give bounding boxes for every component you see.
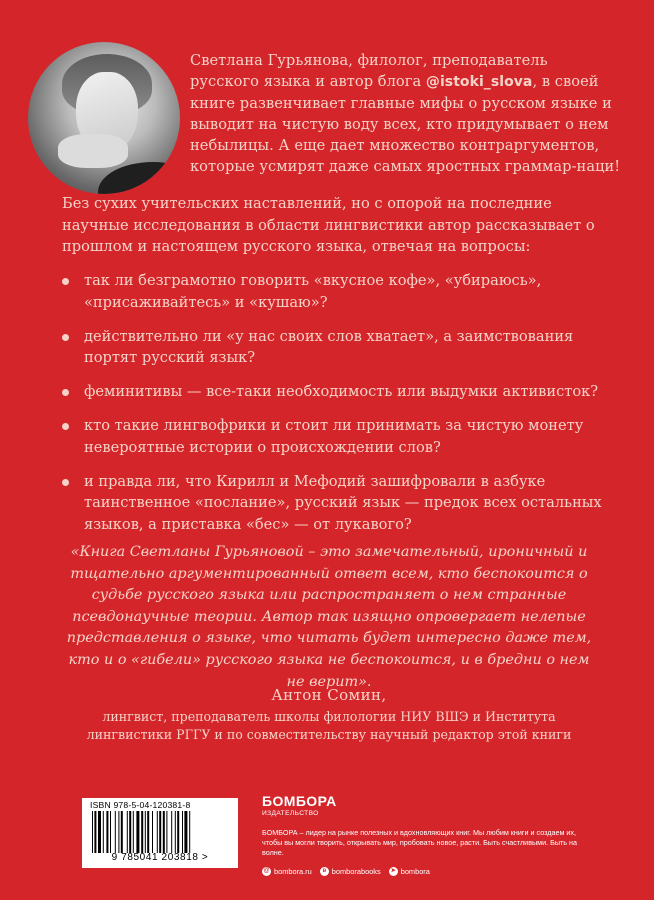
review-quote: «Книга Светланы Гурьяновой – это замечательный, ироничный и тщательно аргументированный ответ всем, кто беспокоится о судьбе русского языка или распространяет о нем странные псевдонаучные теории. Автор так изящно опровергает нелепые представления о языке, что читать будет интересно даже тем, кто и о «гибели» русского языка не беспокоится, и в бредни о нем не верит». xyxy=(66,544,592,690)
quote-author-role: лингвист, преподаватель школы филологии НИУ ВШЭ и Института лингвистики РГГУ и по совместительству научный редактор этой книги xyxy=(86,709,572,742)
barcode-bar xyxy=(103,811,104,853)
barcode-bar xyxy=(171,811,172,853)
barcode-bar xyxy=(94,811,96,853)
barcode-bar xyxy=(175,811,176,853)
question-list xyxy=(62,270,622,548)
barcode-bar xyxy=(184,811,187,853)
social-site[interactable]: @ bombora.ru xyxy=(263,867,312,876)
barcode-bar xyxy=(92,811,93,853)
bullet-icon xyxy=(62,334,69,341)
barcode-bar xyxy=(182,811,183,853)
barcode-bar xyxy=(163,811,165,853)
publisher-description: БОМБОРА – лидер на рынке полезных и вдохновляющих книг. Мы любим книги и создаем их, чтобы вы могли творить, открывать мир, пробовать новое, расти. Быть счастливыми. Быть на волне. xyxy=(262,828,578,857)
list-item: действительно ли «у нас своих слов хватает», а заимствования портят русский язык? xyxy=(62,326,622,369)
barcode-digits: 9 785041 203818 > xyxy=(111,852,209,863)
barcode-bar xyxy=(166,811,167,853)
list-item: кто такие лингвофрики и стоит ли принимать за чистую монету невероятные истории о происхождении слов? xyxy=(62,415,622,458)
barcode-bar xyxy=(136,811,139,853)
list-item: так ли безграмотно говорить «вкусное кофе», «убираюсь», «присаживайтесь» и «кушаю»? xyxy=(62,270,622,313)
barcode-bar xyxy=(152,811,153,853)
barcode-bar xyxy=(110,811,111,853)
bullet-icon xyxy=(62,389,69,396)
isbn-text: ISBN 978-5-04-120381-8 xyxy=(90,800,191,810)
telegram-icon: ➤ xyxy=(390,868,396,874)
quote-attribution xyxy=(64,685,594,743)
list-item: и правда ли, что Кирилл и Мефодий зашифровали в азбуке таинственное «послание», русский язык — предок всех остальных языков, а приставка «бес» — от лукавого? xyxy=(62,471,622,536)
bullet-icon xyxy=(62,479,69,486)
barcode-bar xyxy=(145,811,146,853)
intro-paragraph: Без сухих учительских наставлений, но с опорой на последние научные исследования в области лингвистики автор рассказывает о прошлом и настоящем русского языка, отвечая на вопросы: xyxy=(62,195,595,255)
quote-author: Антон Сомин, xyxy=(271,686,387,704)
barcode-bar xyxy=(98,811,101,853)
blog-handle: @istoki_slova xyxy=(425,74,533,90)
barcode-bar xyxy=(159,811,161,853)
barcode-bar xyxy=(189,811,190,853)
barcode-bar xyxy=(157,811,158,853)
barcode-bar xyxy=(147,811,149,853)
author-photo xyxy=(28,42,180,194)
isbn-barcode xyxy=(82,798,238,868)
vk-icon: в xyxy=(320,867,329,876)
barcode-icon xyxy=(92,811,230,853)
barcode-bar xyxy=(177,811,179,853)
bullet-icon xyxy=(62,278,69,285)
author-name: Светлана Гурьянова xyxy=(190,52,349,69)
author-bio-rest: в своей книге развенчивает главные мифы о русском языке и выводит на чистую воду всех, кто придумывает о нем небылицы. А еще дает множество контраргументов, которые усмирят даже самых яростных граммар-наци! xyxy=(190,73,621,175)
social-vk[interactable]: в bomborabooks xyxy=(320,867,381,876)
publisher-socials xyxy=(262,867,430,876)
barcode-bar xyxy=(118,811,119,853)
globe-icon: @ xyxy=(263,868,270,874)
barcode-bar xyxy=(106,811,108,853)
barcode-bar xyxy=(127,811,128,853)
barcode-bar xyxy=(121,811,123,853)
barcode-bar xyxy=(133,811,134,853)
bullet-icon xyxy=(62,423,69,430)
social-telegram[interactable]: ➤ bombora xyxy=(390,867,430,876)
publisher-logo: БОМБОРА ИЗДАТЕЛЬСТВО xyxy=(262,793,337,817)
list-item: феминитивы — все-таки необходимость или выдумки активисток? xyxy=(62,381,622,403)
barcode-bar xyxy=(141,811,143,853)
barcode-bar xyxy=(115,811,116,853)
barcode-bar xyxy=(129,811,131,853)
author-bio: Светлана Гурьянова, филолог, преподаватель русского языка и автор блога @istoki_slova, в своей книге развенчивает главные мифы о русском языке и выводит на чистую воду всех, кто придумывает о нем небылицы. А еще дает множество контраргументов, которые усмирят даже самых яростных граммар-наци! xyxy=(190,52,621,175)
